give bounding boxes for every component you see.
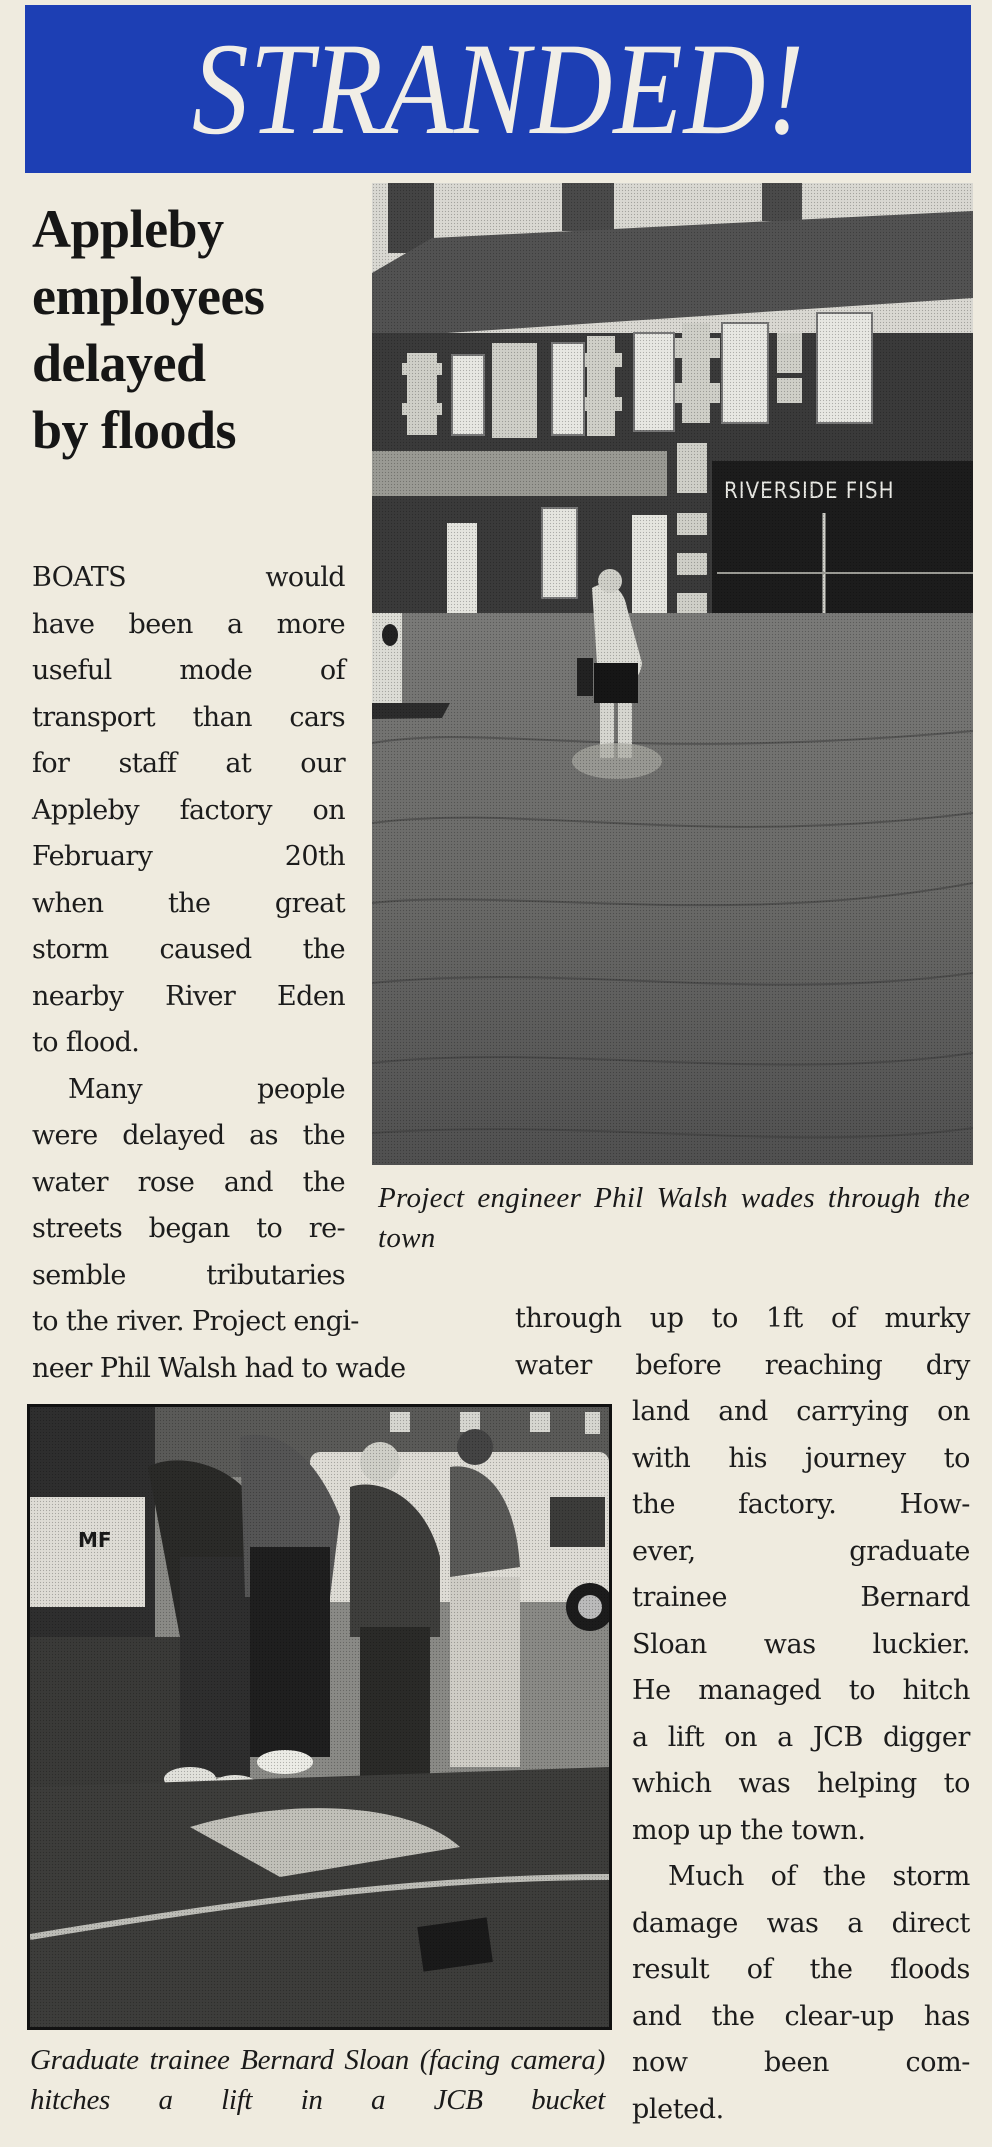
body-line: water rose and the xyxy=(32,1166,345,1198)
caption-text-content: Project engineer Phil Walsh wades through the town xyxy=(378,1182,970,1254)
headline-line: by floods xyxy=(32,400,237,460)
body-line: a lift on a JCB digger xyxy=(632,1721,970,1753)
body-line: semble tributaries xyxy=(32,1259,345,1291)
flood-street-photo-graphic xyxy=(372,183,973,1165)
body-line: storm caused the xyxy=(32,934,345,965)
body-line: have been a more xyxy=(32,608,345,640)
caption-text xyxy=(30,2040,605,2120)
body-line: damage was a direct xyxy=(632,1907,970,1939)
body-line: pleted. xyxy=(632,2093,724,2125)
caption-text xyxy=(378,1178,970,1258)
body-line: trainee Bernard xyxy=(632,1582,970,1613)
body-line: and the clear-up has xyxy=(632,2000,970,2032)
body-line: Much of the storm xyxy=(668,1861,970,1892)
headline-line: delayed xyxy=(32,333,206,393)
body-line: Many people xyxy=(68,1073,345,1105)
body-line: water before reaching dry xyxy=(515,1349,970,1381)
headline xyxy=(32,196,352,464)
body-line: Appleby factory on xyxy=(32,794,345,826)
body-right-narrow xyxy=(632,1389,970,2133)
body-line: for staff at our xyxy=(32,748,345,779)
headline-line: employees xyxy=(32,266,265,326)
body-line: transport than cars xyxy=(32,701,345,733)
body-line: were delayed as the xyxy=(32,1120,345,1151)
body-line: He managed to hitch xyxy=(632,1675,970,1706)
body-line: land and carrying on xyxy=(632,1396,970,1427)
body-line: to the river. Project engi- xyxy=(32,1306,359,1337)
body-line: February 20th xyxy=(32,841,345,872)
body-line: nearby River Eden xyxy=(32,980,345,1012)
body-line: result of the floods xyxy=(632,1954,970,1985)
photo-jcb-bucket xyxy=(27,1404,612,2030)
body-line: to flood. xyxy=(32,1027,140,1058)
jcb-bucket-photo-graphic xyxy=(30,1407,609,2027)
body-line: the factory. How- xyxy=(632,1489,970,1520)
body-line: which was helping to xyxy=(632,1768,970,1799)
body-line: with his journey to xyxy=(632,1442,970,1474)
body-left-column xyxy=(32,555,406,1392)
photo-caption-2 xyxy=(30,2040,605,2120)
body-line: useful mode of xyxy=(32,655,345,686)
body-line: Sloan was luckier. xyxy=(632,1628,970,1660)
photo-flooded-street xyxy=(372,183,973,1165)
body-line: ever, graduate xyxy=(632,1535,970,1567)
body-right-wide xyxy=(515,1296,970,1389)
body-line: now been com- xyxy=(632,2047,970,2078)
body-line: streets began to re- xyxy=(32,1213,345,1244)
body-line: BOATS would xyxy=(32,562,345,593)
photo-caption-1 xyxy=(378,1178,970,1258)
body-line: through up to 1ft of murky xyxy=(515,1303,970,1334)
body-line: mop up the town. xyxy=(632,1814,866,1846)
banner-title: STRANDED! xyxy=(191,15,805,162)
body-line: neer Phil Walsh had to wade xyxy=(32,1352,406,1384)
caption-text-content: Graduate trainee Bernard Sloan (facing camera) hitches a lift in a JCB bucket xyxy=(30,2044,605,2116)
body-line: when the great xyxy=(32,887,345,919)
headline-line: Appleby xyxy=(32,199,224,259)
banner xyxy=(25,5,971,173)
